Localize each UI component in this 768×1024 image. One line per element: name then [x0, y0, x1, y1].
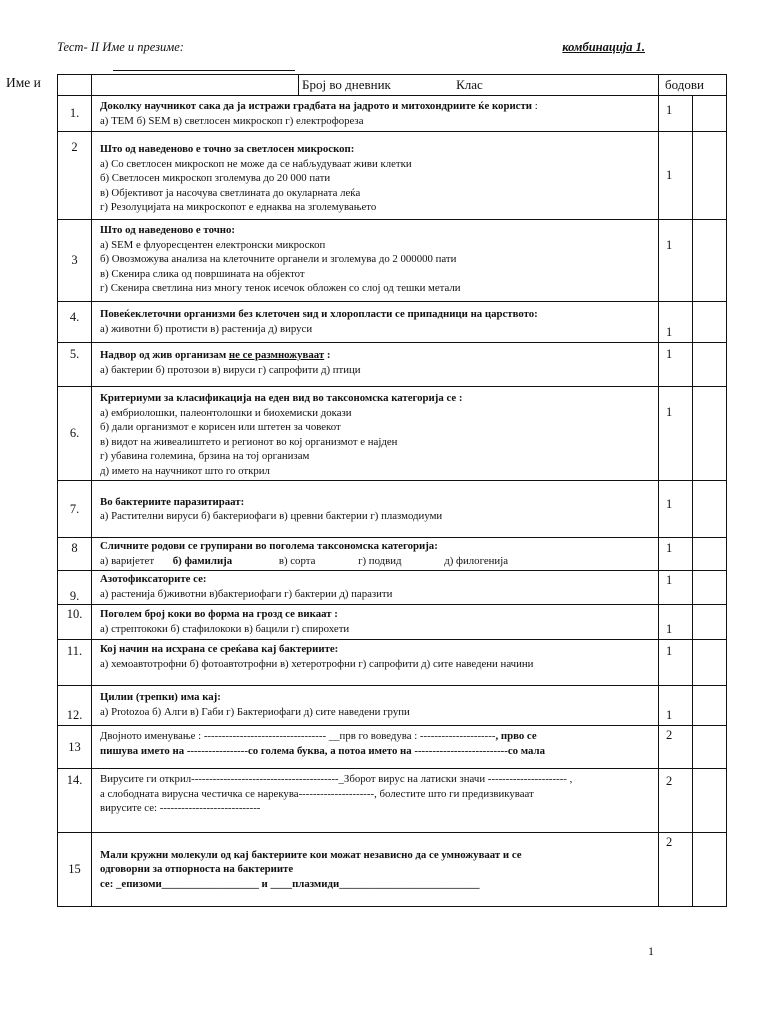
answer-option: а) Со светлосен микроскоп не може да се набљудуваат живи клетки: [100, 157, 412, 170]
answer-option: а) SEM е флуоресцентен електронски микроскоп: [100, 238, 326, 251]
question-points: 1: [659, 132, 693, 220]
fill-in-line: вирусите се: ----------------------------: [100, 802, 261, 814]
answer-options: а) стрептококи б) стафилококи в) бацили г) спирохети: [100, 622, 350, 635]
question-points: 1: [659, 343, 693, 387]
question-body: [92, 96, 659, 132]
question-title: Што од наведеново е точно за светлосен микроскоп:: [100, 143, 355, 155]
score-box[interactable]: [693, 726, 727, 769]
answer-option: г) Скенира светлина низ многу тенок исечок обложен со слој од тешки метали: [100, 282, 461, 294]
question-points: 1: [659, 302, 693, 343]
fill-in-line: Вирусите ги открил-----------------------------------------_Зборот вирус на латиски значи ---------------------- ,: [100, 773, 573, 785]
score-box[interactable]: [693, 132, 727, 220]
test-table: [57, 74, 727, 907]
question-body: [92, 220, 659, 302]
fill-in-text-bold: , прво се: [495, 730, 537, 742]
question-points: 1: [659, 538, 693, 571]
question-points: 1: [659, 605, 693, 640]
question-number: 6.: [58, 387, 92, 481]
answer-options: а) Растителни вируси б) бактериофаги в) цревни бактерии г) плазмодиуми: [100, 510, 443, 522]
score-box[interactable]: [693, 302, 727, 343]
question-row: [58, 220, 727, 302]
name-underline: [113, 70, 295, 71]
question-row: [58, 387, 727, 481]
score-box[interactable]: [693, 220, 727, 302]
question-row: [58, 605, 727, 640]
question-points: 2: [659, 833, 693, 907]
fill-in-answer: се: _епизоми__________________ и ____плазмиди__________________________: [100, 877, 480, 890]
answer-option-e: д) филогенија: [444, 554, 508, 567]
question-title-pre: Надвор од жив организам: [100, 349, 229, 361]
answer-option-a: а) варијетет: [100, 554, 155, 567]
question-row: [58, 132, 727, 220]
score-box[interactable]: [693, 769, 727, 833]
answer-option-c: в) сорта: [278, 554, 316, 567]
question-number: 12.: [58, 686, 92, 726]
question-row: [58, 96, 727, 132]
score-box[interactable]: [693, 343, 727, 387]
header-title: Тест- II Име и презиме:: [57, 40, 184, 54]
question-title-line2: одговорни за отпорноста на бактериите: [100, 863, 294, 876]
answer-options: а) растенија б)животни в)бактериофаги г) бактерии д) паразити: [100, 587, 393, 600]
question-body: [92, 387, 659, 481]
question-body: [92, 640, 659, 686]
question-number: 15: [58, 833, 92, 907]
answer-option-d: г) подвид: [358, 554, 402, 567]
question-number: 14.: [58, 769, 92, 833]
answer-option: б) Овозможува анализа на клеточните органели и зголемува до 2 000000 пати: [100, 253, 457, 265]
question-body: [92, 132, 659, 220]
answer-option: в) Скенира слика од површината на објектот: [100, 267, 305, 280]
question-row: [58, 726, 727, 769]
score-box[interactable]: [693, 96, 727, 132]
question-title: Мали кружни молекули од кај бактериите кои можат независно да се умножуваат и се: [100, 848, 522, 861]
question-number: 4.: [58, 302, 92, 343]
question-points: 1: [659, 640, 693, 686]
score-box[interactable]: [693, 481, 727, 538]
class-label: Клас: [456, 77, 483, 92]
question-row: [58, 571, 727, 605]
question-row: [58, 343, 727, 387]
question-body: [92, 686, 659, 726]
question-number: 8: [58, 538, 92, 571]
question-body: [92, 302, 659, 343]
question-title: Цилии (трепки) има кај:: [100, 691, 221, 703]
question-number: 11.: [58, 640, 92, 686]
question-row: [58, 481, 727, 538]
answer-option: г) убавина големина, брзина на тој организам: [100, 450, 310, 462]
question-points: 1: [659, 96, 693, 132]
header-combination: комбинација 1.: [562, 40, 645, 54]
diary-number-label: Број во дневник: [302, 77, 391, 92]
test-header: [57, 40, 645, 58]
question-body: [92, 833, 659, 907]
score-box[interactable]: [693, 387, 727, 481]
score-box[interactable]: [693, 686, 727, 726]
answer-option: г) Резолуцијата на микроскопот е еднаква на зголемувањето: [100, 201, 377, 213]
fill-in-text-bold: пишува името на -----------------со голема буква, а потоа името на --------------------------со мала: [100, 744, 545, 757]
question-number: 2: [58, 132, 92, 220]
question-body: [92, 769, 659, 833]
side-label: Име и: [6, 75, 41, 90]
question-title: Азотофиксаторите се:: [100, 573, 207, 585]
score-box[interactable]: [693, 571, 727, 605]
question-title: Во бактериите паразитираат:: [100, 495, 245, 508]
question-body: [92, 571, 659, 605]
answer-options: а) хемоавтотрофни б) фотоавтотрофни в) хетеротрофни г) сапрофити д) сите наведени начини: [100, 657, 534, 670]
question-number: 9.: [58, 571, 92, 605]
question-title: Кој начин на исхрана се среќава кај бактериите:: [100, 643, 339, 655]
question-points: 2: [659, 726, 693, 769]
answer-option: а) ембриолошки, палеонтолошки и биохемиски докази: [100, 406, 352, 419]
score-box[interactable]: [693, 833, 727, 907]
question-points: 1: [659, 571, 693, 605]
score-box[interactable]: [693, 640, 727, 686]
points-header: бодови: [659, 75, 727, 96]
fill-in-line: а слободната вирусна честичка се нарекува---------------------, болестите што ги предизвикуваат: [100, 787, 534, 800]
question-points: 1: [659, 220, 693, 302]
question-row: [58, 640, 727, 686]
answer-options: а) животни б) протисти в) растенија д) вируси: [100, 322, 313, 335]
question-body: [92, 481, 659, 538]
score-box[interactable]: [693, 538, 727, 571]
question-title: Што од наведеново е точно:: [100, 224, 235, 236]
question-body: [92, 726, 659, 769]
question-title-suffix: :: [532, 100, 538, 112]
answer-option: б) Светлосен микроскоп зголемува до 20 000 пати: [100, 172, 331, 184]
question-points: 1: [659, 387, 693, 481]
question-points: 1: [659, 686, 693, 726]
answer-option: б) дали организмот е корисен или штетен за човекот: [100, 421, 341, 433]
answer-option: д) името на научникот што го открил: [100, 464, 270, 477]
question-number: 3: [58, 220, 92, 302]
page-number: 1: [648, 944, 654, 958]
question-title: Доколку научникот сака да ја истражи градбата на јадрото и митохондриите ќе користи: [100, 100, 532, 112]
question-number: 10.: [58, 605, 92, 640]
question-points: 2: [659, 769, 693, 833]
fill-in-text: Двојното именување : ---------------------------------- __прв го воведува : ---------------------: [100, 730, 496, 742]
question-number: 7.: [58, 481, 92, 538]
question-title: Повеќеклеточни организми без клеточен ѕид и хлоропласти се припадници на царството:: [100, 308, 538, 320]
question-number: 13: [58, 726, 92, 769]
question-title: Сличните родови се групирани во поголема таксономска категорија:: [100, 540, 438, 552]
answer-option: в) видот на живеалиштето и регионот во кој организмот е најден: [100, 435, 398, 448]
header-cell: [299, 75, 659, 96]
question-row: [58, 769, 727, 833]
score-box[interactable]: [693, 605, 727, 640]
question-number: 1.: [58, 96, 92, 132]
answer-options: а) бактерии б) протозои в) вируси г) сапрофити д) птици: [100, 363, 361, 376]
question-body: [92, 605, 659, 640]
question-title: Критериуми за класификација на еден вид во таксономска категорија се :: [100, 392, 463, 404]
question-number: 5.: [58, 343, 92, 387]
header-row: [58, 75, 727, 96]
question-row: [58, 686, 727, 726]
question-points: 1: [659, 481, 693, 538]
question-row: [58, 302, 727, 343]
question-row: [58, 833, 727, 907]
answer-option-b: б) фамилија: [172, 554, 233, 567]
question-title-underlined: не се размножуваат: [228, 349, 325, 361]
question-row: [58, 538, 727, 571]
question-body: [92, 343, 659, 387]
answer-options: а) Protozoa б) Алги в) Габи г) Бактериофаги д) сите наведени групи: [100, 705, 410, 718]
answer-options: а) ТЕМ б) SEM в) светлосен микроскоп г) електрофореза: [100, 114, 364, 127]
question-title: Поголем број коки во форма на грозд се викаат :: [100, 608, 338, 620]
question-title-post: :: [324, 349, 331, 361]
question-body: [92, 538, 659, 571]
answer-option: в) Објективот ја насочува светлината до окуларната леќа: [100, 186, 361, 199]
